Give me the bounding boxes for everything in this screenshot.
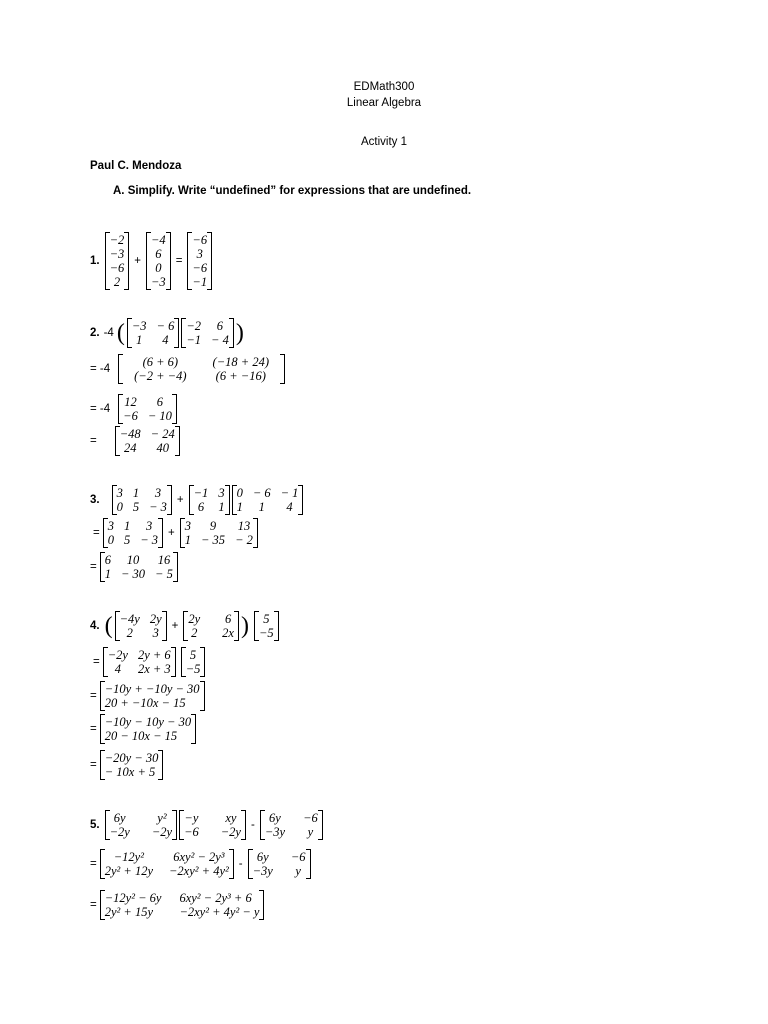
activity-title: Activity 1 [360,136,407,148]
matrix-entry: 3 [107,519,114,533]
matrix-entry: −2xy² + 4y² [169,864,229,878]
step-prefix: = [93,527,100,539]
matrix-entry: 6 [104,553,111,567]
matrix-entry: −1 [192,275,208,289]
matrix-entry: 6xy² − 2y³ [173,850,225,864]
matrix [112,485,172,515]
matrix-entry: (−18 + 24) [212,355,269,369]
matrix-entry: − 4 [211,333,229,347]
matrix [183,611,239,641]
step-prefix: = [90,759,97,771]
matrix [105,810,177,840]
step-prefix: = [90,561,97,573]
matrix-entry: −3y [252,864,273,878]
matrix-entry: 1 [132,486,140,500]
equals-operator: = [175,255,183,267]
matrix-entry: −12y² − 6y [104,891,162,905]
problem-4-step-2 [90,681,206,711]
matrix-entry: −1 [193,486,209,500]
matrix-entry: 20 + −10x − 15 [104,696,186,710]
problem-5-step-2 [90,890,265,920]
matrix-entry: −6 [123,409,138,423]
matrix-entry: −10y + −10y − 30 [104,682,200,696]
problem-label: 4. [90,620,100,632]
problem-label: 1. [90,255,100,267]
matrix-entry: −2y [151,825,173,839]
matrix-entry: 2y [149,612,162,626]
matrix-entry: (6 + 6) [142,355,179,369]
matrix-entry: −3 [131,319,147,333]
minus-operator: - [250,819,255,831]
matrix-entry: −3y [264,825,286,839]
matrix-entry: 3 [146,519,153,533]
plus-operator: + [168,527,175,539]
matrix-entry: 9 [209,519,217,533]
problem-4-step-3 [90,714,197,744]
matrix-entry: xy [225,811,237,825]
matrix-entry: −2y [220,825,241,839]
matrix-entry: 6 [156,395,163,409]
matrix-entry: − 30 [120,567,146,581]
matrix-entry: 2y [188,612,201,626]
matrix-entry: 1 [258,500,265,514]
matrix-entry: (6 + −16) [215,369,266,383]
matrix [115,426,180,456]
matrix-entry: −20y − 30 [104,751,159,765]
matrix-entry: 16 [157,553,171,567]
matrix [179,810,246,840]
matrix-entry: −y [184,811,199,825]
matrix-entry: − 10 [147,409,172,423]
matrix-entry: 6 [155,247,162,261]
matrix-entry: − 10x + 5 [104,765,156,779]
student-name: Paul C. Mendoza [90,160,182,172]
matrix-entry: −2 [186,319,202,333]
course-name: Linear Algebra [346,97,422,109]
matrix-entry: −2xy² + 4y² − y [179,905,260,919]
matrix [100,849,234,879]
step-prefix: = [90,899,97,911]
matrix-entry: 6y [256,850,269,864]
matrix-entry: 1 [104,567,111,581]
step-prefix: = [90,858,97,870]
vector [254,611,279,641]
scalar: -4 [103,327,114,339]
matrix-entry: 3 [152,626,159,640]
matrix-entry: 6y [113,811,126,825]
matrix-entry: −2y [107,648,128,662]
matrix-entry: 6y [269,811,281,825]
step-prefix: = -4 [90,403,111,415]
step-prefix: = -4 [90,363,111,375]
matrix [127,318,180,348]
matrix-entry: 10 [126,553,140,567]
matrix-entry: 4 [162,333,169,347]
plus-operator: + [176,494,184,506]
matrix-entry: −10y − 10y − 30 [104,715,192,729]
matrix-entry: 4 [114,662,121,676]
matrix-entry: 20 − 10x − 15 [104,729,178,743]
matrix-entry: 2y² + 12y [104,864,153,878]
matrix [100,890,265,920]
paren: ( [104,613,113,639]
matrix [260,810,323,840]
matrix-entry: −6 [184,825,199,839]
problem-2-step-3 [90,426,181,456]
matrix-entry: 6 [216,319,224,333]
matrix [118,394,177,424]
matrix [115,611,167,641]
matrix-entry: 2 [191,626,198,640]
matrix-entry: 0 [236,486,243,500]
matrix-entry: 5 [132,500,140,514]
matrix [248,849,311,879]
matrix-entry: 3 [218,486,225,500]
problem-2-step-1 [90,354,286,384]
matrix-entry: −6 [192,261,208,275]
matrix-entry: y [307,825,314,839]
step-prefix: = [93,656,100,668]
matrix-entry: 2x + 3 [137,662,171,676]
paren: ) [235,320,244,346]
matrix [187,232,212,290]
matrix-entry: 6xy² − 2y³ + 6 [179,891,252,905]
step-prefix: = [90,435,97,447]
matrix-entry: 6 [197,500,205,514]
paren: ) [240,613,249,639]
matrix-entry: − 1 [280,486,299,500]
matrix-entry: −6 [303,811,318,825]
matrix-entry: 2 [113,275,121,289]
matrix-entry: −3 [151,275,166,289]
matrix-entry: 4 [286,500,293,514]
problem-3-step-1 [93,518,259,548]
matrix-entry: 1 [184,533,191,547]
matrix-entry: −48 [119,427,141,441]
problem-5 [90,810,324,840]
matrix-entry: − 24 [150,427,175,441]
matrix-entry: 2 [126,626,133,640]
problem-4-step-4 [90,750,164,780]
matrix-entry: − 2 [235,533,253,547]
matrix-entry: 2y² + 15y [104,905,153,919]
matrix-entry: 1 [236,500,243,514]
matrix-entry: −3 [109,247,125,261]
matrix-entry: 1 [123,519,131,533]
matrix-entry: 5 [189,648,197,662]
problem-3 [90,485,304,515]
matrix-entry: y [295,864,301,878]
problem-2-step-2 [90,394,178,424]
matrix-entry: −2 [109,233,125,247]
matrix-entry: 12 [124,395,137,409]
matrix-entry: −5 [185,662,201,676]
matrix-entry: 1 [136,333,143,347]
matrix [232,485,304,515]
matrix-entry: 3 [196,247,203,261]
matrix-entry: 24 [123,441,137,455]
problem-label: 5. [90,819,100,831]
matrix-entry: 3 [184,519,191,533]
matrix-entry: (−2 + −4) [134,369,187,383]
matrix [100,750,164,780]
matrix [180,518,258,548]
matrix-entry: 3 [154,486,162,500]
matrix-entry: 0 [155,261,162,275]
matrix-entry: −6 [192,233,208,247]
minus-operator: - [238,858,243,870]
matrix [146,232,171,290]
matrix-entry: 2x [222,626,234,640]
matrix [103,518,163,548]
matrix [118,354,285,384]
matrix [105,232,130,290]
step-prefix: = [90,690,97,702]
matrix-entry: 40 [156,441,169,455]
matrix-entry: 13 [237,519,251,533]
matrix-entry: 5 [123,533,131,547]
problem-2 [90,318,245,348]
matrix-entry: 0 [116,500,123,514]
problem-label: 2. [90,327,100,339]
matrix-entry: −6 [290,850,306,864]
matrix-entry: −4 [151,233,166,247]
matrix [100,714,196,744]
matrix-entry: − 5 [155,567,173,581]
matrix [189,485,230,515]
matrix-entry: − 6 [156,319,175,333]
plus-operator: + [134,255,141,267]
matrix-entry: −4y [119,612,140,626]
matrix-entry: 0 [107,533,114,547]
matrix-entry: − 3 [140,533,159,547]
problem-1 [90,232,213,290]
matrix-entry: 2y + 6 [137,648,171,662]
matrix-entry: − 6 [252,486,271,500]
problem-3-step-2 [90,552,179,582]
instructions: A. Simplify. Write “undefined” for expressions that are undefined. [113,185,472,197]
matrix-entry: − 3 [149,500,167,514]
matrix-entry: 6 [224,612,232,626]
matrix-entry: −1 [186,333,202,347]
matrix-entry: 1 [218,500,225,514]
matrix-entry: −12y² [113,850,144,864]
paren: ( [116,320,125,346]
matrix-entry: −6 [109,261,125,275]
matrix [181,318,234,348]
problem-5-step-1 [90,849,312,879]
matrix-entry: − 35 [201,533,226,547]
step-prefix: = [90,723,97,735]
problem-4 [90,611,280,641]
matrix [103,647,176,677]
matrix-entry: −2y [109,825,130,839]
problem-4-step-1 [93,647,206,677]
matrix [100,552,178,582]
vector [181,647,206,677]
matrix-entry: 3 [116,486,123,500]
course-code: EDMath300 [353,81,415,93]
plus-operator: + [171,620,179,632]
problem-label: 3. [90,494,100,506]
matrix [100,681,205,711]
matrix-entry: y² [157,811,167,825]
matrix-entry: −5 [258,626,274,640]
matrix-entry: 5 [263,612,270,626]
